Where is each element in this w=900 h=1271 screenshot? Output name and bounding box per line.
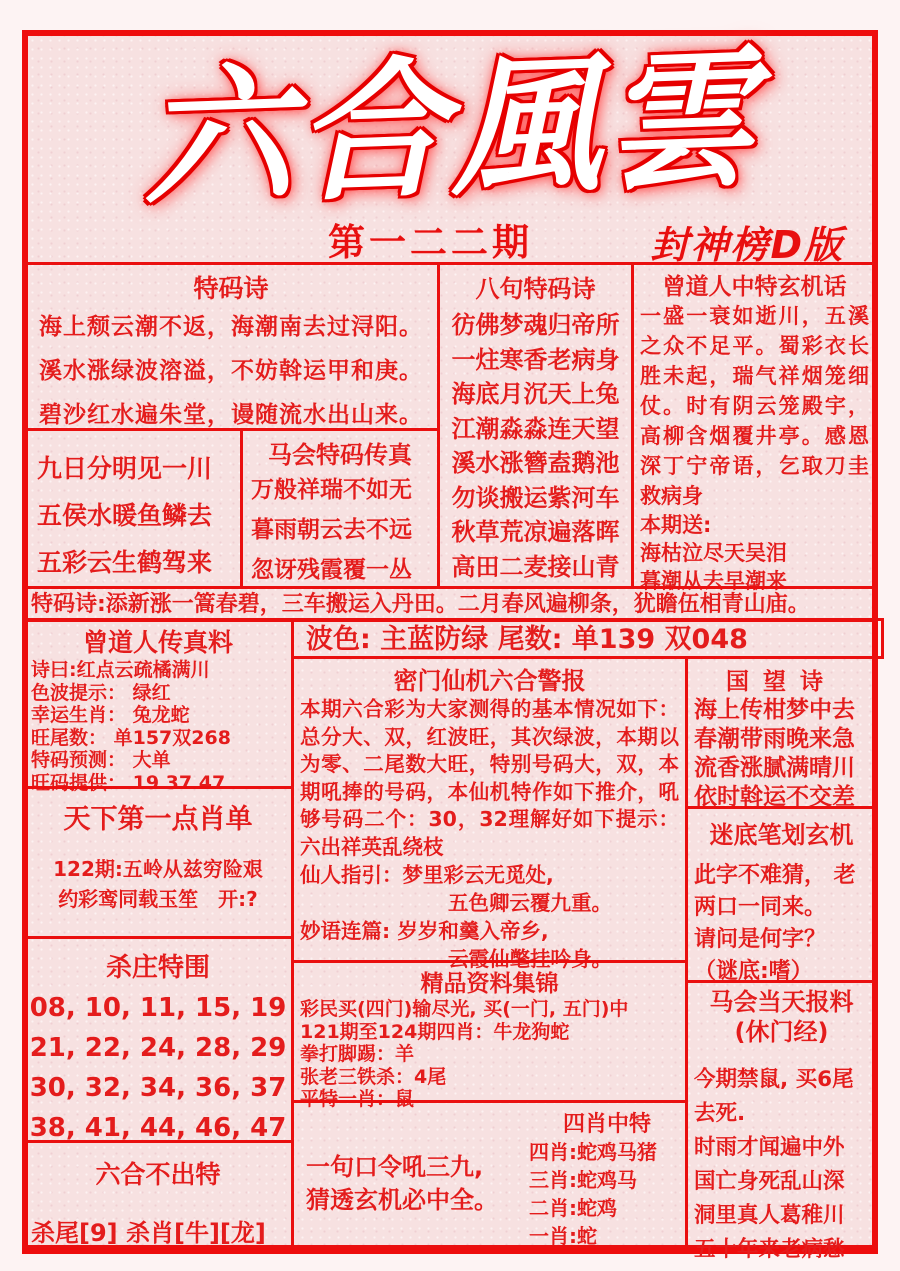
info-line: 122期:五岭从兹穷险艰 [53,857,263,881]
info-line: 幸运生肖： 兔龙蛇 [31,704,190,726]
shazhuang-title: 杀庄特围 [105,953,210,983]
info-line: 国亡身死乱山深 [694,1169,845,1194]
bose-bar-text: 波色: 主蓝防绿 尾数: 单139 双048 [306,624,748,655]
jingpin-title: 精品资料集锦 [420,971,559,997]
guide-line: 妙语连篇: 岁岁和羹入帝乡, [300,919,549,943]
sixiao-line: 一肖:蛇 [529,1224,597,1248]
eight-line-poem-title: 八句特码诗 [475,275,596,303]
gift-line: 海枯泣尽天吴泪 [640,541,787,565]
poem-line: 江潮淼淼连天望 [451,414,620,443]
info-line: 诗曰:红点云疏橘满川 [31,659,210,681]
poem-line: 彷佛梦魂归帝所 [451,311,620,339]
sixiao-line: 二肖:蛇鸡 [529,1196,617,1220]
baoliao-title: 马会当天报料 [709,988,854,1016]
info-line: 旺尾数： 单157双268 [31,726,231,749]
mahui-fax-title: 马会特码传真 [268,441,412,469]
poem-line: 秋草荒凉遍落晖 [451,518,620,546]
poem-line: 春潮带雨晚来急 [694,726,855,752]
info-line: 121期至124期四肖：牛龙狗蛇 [300,1020,570,1043]
riddle-line: （谜底:嗜） [694,959,813,984]
sixiao-line: 三肖:蛇鸡马 [529,1168,637,1192]
info-line: 洞里真人葛稚川 [694,1203,845,1228]
number-row: 38, 41, 44, 46, 47 [29,1113,287,1143]
poem-line: 暮雨朝云去不远 [251,517,412,543]
gift-label: 本期送: [640,513,712,537]
sixiao-block [529,1107,679,1250]
info-line: 特码预测： 大单 [31,749,171,771]
info-line: 五十年来老病愁 [694,1237,845,1262]
gift-line: 暮潮从去早潮来 [640,569,787,593]
mahui-fax-box [240,428,440,589]
kouling-line: 一句口令吼三九, [306,1153,484,1181]
poem-line: 溪水涨绿波溶溢，不妨斡运甲和庚。 [39,358,423,384]
baoliao-subtitle: (休门经) [734,1018,829,1046]
kouling-line: 猜透玄机必中全。 [306,1186,498,1214]
sixiao-title: 四肖中特 [563,1112,652,1137]
poem-line: 一炷寒香老病身 [451,345,620,374]
info-line: 去死. [694,1101,746,1126]
guowang-box [685,656,878,809]
info-line: 色波提示： 绿红 [31,681,171,704]
riddle-line: 请问是何字？ [694,927,827,952]
zeng-xuanji-title: 曾道人中特玄机话 [662,274,847,300]
riddle-line: 两口一同来。 [694,895,827,920]
kouling-block [306,1151,536,1217]
buchute-title: 六合不出特 [95,1160,221,1189]
poem-line: 忽讶残霞覆一丛 [251,557,412,583]
strip-poem-bar [22,586,878,622]
zeng-xuanji-body: 一盛一衰如逝川，五溪之众不足平。蜀彩衣长胜未起，瑞气祥烟笼细仗。时有阴云笼殿宇，高柳含烟覆井亭。感恩深丁宁帝语，乞取刀圭救病身 [640,304,869,508]
guide-line: 云霞仙氅挂吟身。 [448,947,612,971]
info-line: 彩民买(四门)输尽光, 买(一门, 五门)中 [300,998,629,1020]
info-line: 今期禁鼠, 买6尾 [694,1067,854,1092]
guide-line: 五色卿云覆九重。 [448,891,612,915]
zeng-fax-box [22,618,294,794]
shazhuang-box [22,936,294,1143]
poem-line: 九日分明见一川 [37,454,213,483]
info-line: 平特一肖：鼠 [300,1088,415,1110]
poem-line: 流香涨腻满晴川 [694,755,855,781]
jingpin-box [291,960,688,1110]
poem-line: 高田二麦接山青 [451,552,620,581]
info-line: 张老三铁杀：4尾 [300,1065,447,1088]
info-line: 时雨才闻遍中外 [694,1135,845,1160]
poem-line: 勿谈搬运紫河车 [451,483,620,512]
info-line: 杀尾[9] 杀肖[牛][龙] [31,1219,266,1247]
midi-title: 迷底笔划玄机 [709,821,854,849]
zeng-fax-title: 曾道人传真料 [82,628,233,657]
mimen-body: 本期六合彩为大家测得的基本情况如下：总分大、双，红波旺，其次绿波，本期以为零、二尾数大旺，特别号码大，双，本期吼捧的号码，本仙机特作如下推介，吼够号码二个：30，32理解好如下提示：六出祥英乱绕枝 [300,697,679,859]
baoliao-box [685,980,878,1262]
dianxiao-title: 天下第一点肖单 [63,804,253,835]
poem-line: 溪水涨簪盍鹅池 [451,449,620,477]
mimen-box [291,656,688,971]
midi-box [685,806,878,983]
buchute-box [22,1140,294,1248]
page-frame [22,30,878,1262]
poem-line: 五侯水暖鱼鳞去 [37,501,213,530]
sixiao-line: 四肖:蛇鸡马猪 [529,1140,657,1164]
info-line: 约彩鸾同载玉笙 开:? [58,887,258,911]
poem-line: 海底月沉天上兔 [451,380,620,408]
poem-line: 碧沙红水遍朱堂，谩随流水出山来。 [39,402,423,428]
riddle-line: 此字不难猜， 老 [694,863,856,888]
poem-line: 依时斡运不交差 [694,784,855,810]
dianxiao-box [22,786,294,939]
page-title: 六合風雲 [139,30,761,228]
number-row: 08, 10, 11, 15, 19 [29,993,287,1023]
mimen-title: 密门仙机六合警报 [393,667,586,695]
poem-line: 五彩云生鹤驾来 [37,548,213,577]
guide-line: 仙人指引：梦里彩云无觅处, [300,863,554,887]
poem-line: 海上传柑梦中去 [694,697,855,723]
issue-number: 第一二二期 [328,221,533,264]
strip-poem-text: 特码诗:添新涨一篙春碧，三车搬运入丹田。二月春风遍柳条，犹瞻伍相青山庙。 [31,592,810,617]
info-line: 拳打脚踢：羊 [300,1043,415,1065]
eight-line-poem-box [437,262,634,589]
number-row: 21, 22, 24, 28, 29 [29,1033,287,1063]
baoliao-lines [694,1063,869,1267]
tema-poem-box [22,262,440,431]
edition-label: 封神榜D版 [650,223,844,267]
bose-bar [291,618,884,659]
kouling-sixiao-box [291,1100,688,1248]
zeng-xuanji-box [631,262,878,593]
guowang-title: 国望诗 [726,669,837,695]
tema-poem-title: 特码诗 [193,274,269,303]
poem-line: 海上颓云潮不返，海潮南去过浔阳。 [39,314,423,340]
number-row: 30, 32, 34, 36, 37 [29,1073,287,1103]
poem-line: 万般祥瑞不如无 [251,477,412,503]
nine-day-poem-box [22,428,243,589]
info-line: 旺码提供： 19 37 47 [31,771,226,794]
